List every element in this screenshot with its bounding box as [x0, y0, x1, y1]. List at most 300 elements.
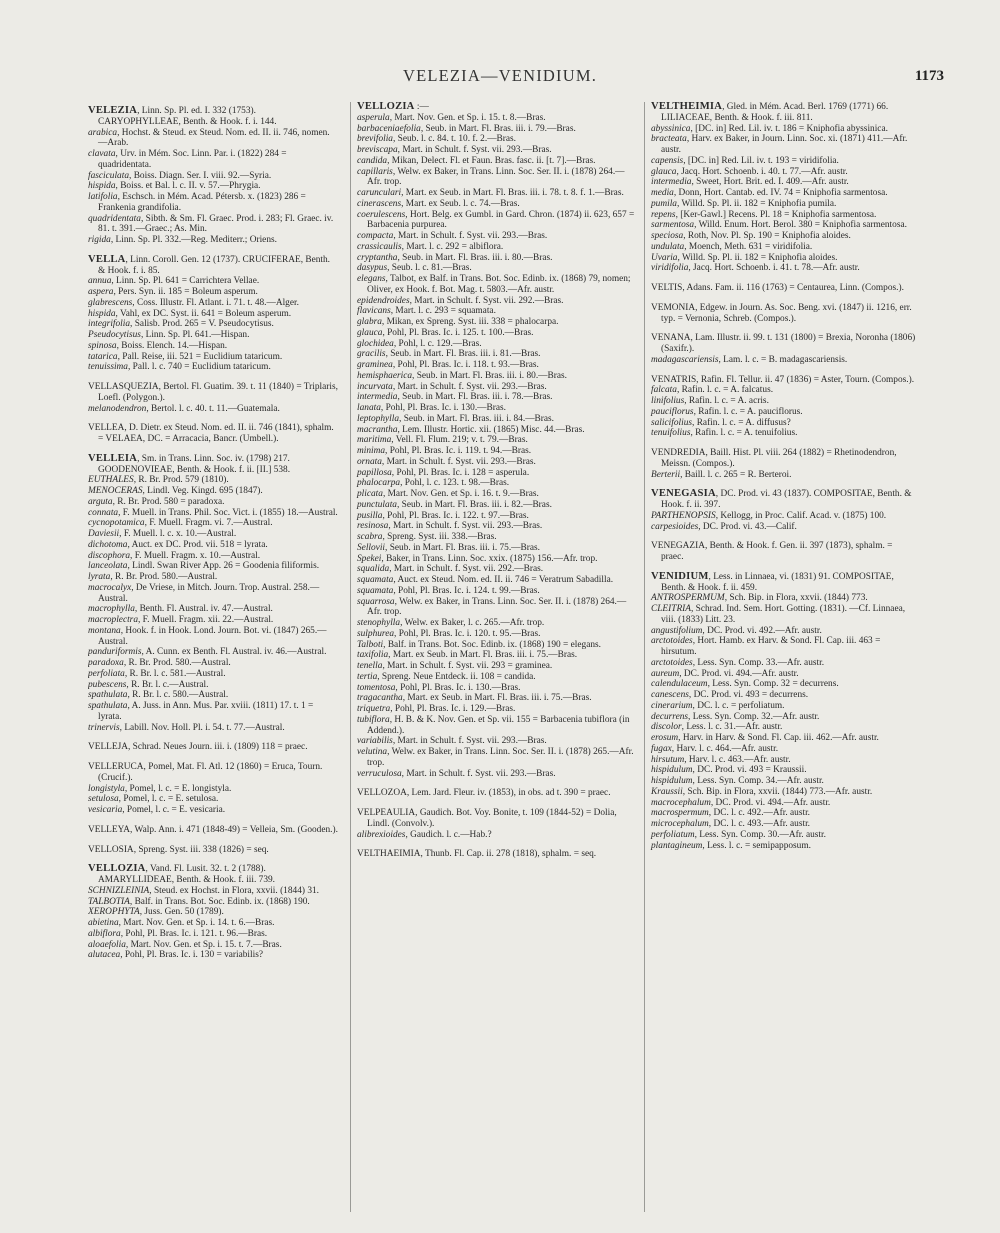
species-name: crassicaulis	[357, 241, 402, 252]
species-line	[357, 349, 635, 360]
genus-name: VENIDIUM	[651, 570, 709, 582]
cross-reference-entry	[357, 849, 635, 860]
species-name: intermedia	[651, 177, 692, 188]
species-name: pauciflorus	[651, 406, 694, 417]
species-name: pumila	[651, 198, 677, 209]
species-line	[357, 500, 635, 511]
species-citation: , Pall. Reise, iii. 521 = Euclidium tataricum.	[117, 351, 283, 362]
species-citation: , R. Br. Prod. 580 = paradoxa.	[112, 496, 225, 507]
species-line	[88, 669, 338, 680]
species-name: angustifolium	[651, 625, 703, 636]
species-line	[651, 722, 917, 733]
species-line	[651, 669, 917, 680]
cross-reference-entry	[651, 303, 917, 325]
species-name: stenophylla	[357, 618, 401, 628]
entry-heading	[357, 102, 635, 113]
species-citation: , Auct. ex Steud. Nom. ed. II. ii. 746 = Veratrum Sabadilla.	[393, 575, 614, 585]
species-name: barbaceniaefolia	[357, 123, 421, 134]
entry-citation: , Linn. Sp. Pl. ed. I. 332 (1753). CARYOPHYLLEAE, Benth. & Hook. f. i. 144.	[98, 106, 277, 127]
genus-entry	[651, 572, 917, 852]
genus-name: VENEGAZIA	[651, 541, 705, 552]
species-line	[88, 276, 338, 287]
entry-heading	[88, 423, 338, 445]
species-name: Berterii	[651, 469, 681, 480]
species-name: pusilla	[357, 510, 383, 521]
column-2	[350, 102, 635, 1212]
genus-entry	[651, 102, 917, 274]
species-citation: , Rafin. l. c. = A. diffusus?	[692, 417, 791, 428]
entry-citation: , Baill. Hist. Pl. viii. 264 (1882) = Rhetinodendron, Meissn. (Compos.).	[661, 448, 897, 469]
species-line	[651, 658, 917, 669]
species-line	[357, 640, 635, 651]
species-citation: , DC. Prod. vi. 493 = decurrens.	[688, 690, 809, 700]
species-name: pubescens	[88, 679, 127, 690]
cross-reference-entry	[88, 825, 338, 836]
species-citation: , Auct. ex DC. Prod. vii. 518 = lyrata.	[127, 539, 268, 550]
species-citation: , Pall. l. c. 740 = Euclidium tataricum.	[127, 362, 271, 373]
species-name: erosum	[651, 733, 679, 743]
genus-name: VENDREDIA	[651, 448, 706, 458]
species-line	[651, 134, 917, 156]
cross-reference-entry	[357, 808, 635, 840]
species-name: maritima	[357, 435, 392, 446]
species-line	[88, 486, 338, 497]
species-name: connata	[88, 507, 119, 518]
species-line	[357, 392, 635, 403]
species-name: MENOCERAS	[88, 486, 143, 496]
species-citation: , Mart. ex Seub. in Mart. Fl. Bras. iii. i. 75.—Bras.	[388, 650, 578, 661]
genus-name: VELLEYA	[88, 824, 131, 835]
genus-entry	[88, 106, 338, 246]
species-line	[357, 371, 635, 382]
species-line	[357, 339, 635, 350]
genus-entry	[357, 102, 635, 779]
species-line	[357, 693, 635, 704]
entry-citation: , Schrad. Neues Journ. iii. i. (1809) 118 = praec.	[127, 742, 308, 753]
species-citation: , H. B. & K. Nov. Gen. et Sp. vii. 155 = Barbacenia tubiflora (in Addend.).	[367, 714, 630, 736]
entry-citation: , Gaudich. Bot. Voy. Bonite, t. 109 (1844-52) = Dolia, Lindl. (Convolv.).	[367, 808, 617, 829]
species-citation: , Pohl, Pl. Bras. Ic. i. 129.—Bras.	[390, 704, 516, 714]
species-name: alutacea	[88, 950, 121, 961]
species-citation: , Seub. l. c. 84. t. 10. f. 2.—Bras.	[392, 134, 516, 145]
species-citation: , Seub. in Mart. Fl. Bras. iii. i. 80.—Bras.	[397, 252, 553, 263]
species-name: carunculari	[357, 188, 402, 198]
species-citation: , Schrad. Ind. Sem. Hort. Gotting. (1831). —Cf. Linnaea, viii. (1833) Litt. 23.	[661, 604, 906, 625]
species-line	[357, 317, 635, 328]
species-citation: , Sweet, Hort. Brit. ed. I. 409.—Afr. austr.	[691, 177, 849, 188]
species-line	[88, 918, 338, 929]
genus-name: VELLOSIA	[88, 844, 134, 855]
species-name: annua	[88, 276, 112, 287]
genus-name: VELLOZOA	[357, 788, 407, 799]
species-name: candida	[357, 155, 388, 166]
species-citation: , Pohl, Pl. Bras. Ic. i. 130.—Bras.	[380, 403, 506, 413]
species-citation: , R. Br. l. c. 581.—Austral.	[124, 668, 226, 679]
species-citation: , Mart. ex Seub. l. c. 74.—Bras.	[401, 198, 520, 209]
species-line	[651, 787, 917, 798]
species-name: setulosa	[88, 794, 119, 805]
species-citation: , Sch. Bip. in Flora, xxvii. (1844) 773.—Afr. austr.	[682, 786, 873, 797]
species-name: coerulescens	[357, 209, 406, 220]
species-line	[651, 636, 917, 658]
species-line	[88, 604, 338, 615]
species-line	[88, 309, 338, 320]
species-line	[357, 263, 635, 274]
species-line	[88, 583, 338, 605]
species-line	[651, 177, 917, 188]
species-name: phalocarpa	[357, 478, 401, 489]
species-citation: , Less. Syn. Comp. 33.—Afr. austr.	[692, 657, 825, 668]
species-line	[651, 428, 917, 439]
species-name: cinerascens	[357, 198, 402, 209]
species-name: tenuissima	[88, 362, 128, 373]
species-citation: , DC. l. c. 492.—Afr. austr.	[708, 808, 811, 819]
species-line	[651, 604, 917, 626]
species-line	[357, 457, 635, 468]
species-citation: , [Ker-Gawl.] Recens. Pl. 18 = Kniphofia sarmentosa.	[675, 209, 877, 220]
species-name: hispida	[88, 181, 116, 192]
species-line	[88, 287, 338, 298]
species-name: squamata	[357, 575, 394, 585]
species-name: calendulaceum	[651, 679, 708, 690]
species-line	[88, 658, 338, 669]
species-citation: , Seub. in Mart. Fl. Bras. iii. i. 81.—Bras.	[385, 349, 541, 360]
species-name: microcephalum	[651, 819, 709, 829]
species-citation: , DC. Prod. vi. 43.—Calif.	[698, 521, 797, 532]
entry-citation: , DC. Prod. vi. 43 (1837). COMPOSITAE, Benth. & Hook. f. ii. 397.	[661, 489, 912, 510]
species-citation: , Baill. l. c. 265 = R. Berteroi.	[680, 469, 792, 480]
species-name: capensis	[651, 155, 684, 166]
species-citation: , Less. Syn. Comp. 34.—Afr. austr.	[692, 776, 824, 786]
species-citation: , Harv. in Harv. & Sond. Fl. Cap. iii. 462.—Afr. austr.	[678, 733, 879, 743]
species-citation: , F. Muell. l. c. x. 10.—Austral.	[119, 529, 237, 539]
species-line	[357, 489, 635, 500]
species-citation: , R. Br. Prod. 580.—Austral.	[110, 572, 218, 582]
species-name: carpesioides	[651, 521, 699, 532]
genus-name: VELLASQUEZIA	[88, 382, 159, 392]
species-citation: , Pohl, Pl. Bras. Ic. i. 122. t. 97.—Bras.	[382, 510, 529, 521]
species-name: tubiflora	[357, 714, 390, 725]
species-citation: , Roth, Nov. Pl. Sp. 190 = Kniphofia aloides.	[683, 231, 851, 241]
species-citation: , Mart. in Schult. f. Syst. vii. 293.—Bras.	[393, 231, 548, 241]
species-citation: , Steud. ex Hochst. in Flora, xxvii. (1844) 31.	[149, 885, 319, 896]
species-name: XEROPHYTA	[88, 907, 140, 918]
species-citation: , Pers. Syn. ii. 185 = Boleum asperum.	[113, 287, 258, 297]
species-line	[88, 929, 338, 940]
species-name: aureum	[651, 668, 680, 679]
species-line	[88, 192, 338, 214]
species-citation: , F. Muell. Fragm. x. 10.—Austral.	[130, 550, 261, 561]
genus-name: VELEZIA	[88, 106, 138, 116]
species-citation: , Boiss. Diagn. Ser. I. viii. 92.—Syria.	[129, 170, 272, 181]
genus-name: VELLOZIA	[357, 102, 415, 112]
species-name: salicifolius	[651, 417, 693, 428]
species-name: trinervis	[88, 722, 120, 733]
genus-entry	[651, 489, 917, 532]
species-name: spathulata	[88, 701, 128, 711]
species-name: decurrens	[651, 711, 689, 722]
species-citation: , Mikan, Delect. Fl. et Faun. Bras. fasc. ii. [t. 7].—Bras.	[387, 155, 596, 166]
species-name: aspera	[88, 287, 114, 297]
species-line	[88, 404, 338, 415]
species-line	[357, 830, 635, 841]
species-name: breviscapa	[357, 145, 398, 155]
species-name: PARTHENOPSIS	[651, 510, 716, 521]
species-name: scabra	[357, 532, 383, 542]
species-line	[357, 683, 635, 694]
species-name: epidendroides	[357, 295, 410, 306]
species-citation: , Labill. Nov. Holl. Pl. i. 54. t. 77.—Austral.	[119, 722, 285, 733]
species-citation: , Sch. Bip. in Flora, xxvii. (1844) 773.	[724, 593, 868, 604]
species-line	[651, 626, 917, 637]
species-citation: , Mart. ex Seub. in Mart. Fl. Bras. iii. i. 75.—Bras.	[402, 693, 592, 704]
species-citation: , Pohl, Pl. Bras. Ic. i. 121. t. 96.—Bras.	[120, 928, 268, 939]
species-name: repens	[651, 209, 676, 220]
species-name: gracilis	[357, 349, 386, 360]
species-line	[88, 149, 338, 171]
species-citation: , Welw. ex Baker, l. c. 265.—Afr. trop.	[400, 618, 545, 628]
species-citation: , Spreng. Syst. iii. 338.—Bras.	[382, 532, 497, 542]
species-citation: , Juss. Gen. 50 (1789).	[139, 907, 224, 918]
species-citation: , Mart. in Schult. f. Syst. vii. 293.—Bras.	[397, 145, 552, 155]
species-name: arctotoides	[651, 657, 693, 668]
entry-citation: , Lem. Jard. Fleur. iv. (1853), in obs. ad t. 390 = praec.	[406, 788, 611, 799]
species-name: velutina	[357, 747, 388, 757]
species-line	[357, 253, 635, 264]
species-name: latifolia	[88, 192, 118, 202]
entry-heading	[357, 788, 635, 799]
entry-heading	[88, 382, 338, 404]
species-citation: , Seub. in Mart. Fl. Bras. iii. i. 79.—Bras.	[420, 123, 576, 134]
entry-heading	[651, 541, 917, 563]
species-line	[88, 794, 338, 805]
entry-heading	[651, 303, 917, 325]
species-citation: , Donn, Hort. Cantab. ed. IV. 74 = Kniphofia sarmentosa.	[673, 188, 888, 198]
species-citation: , Seub. in Mart. Fl. Bras. iii. i. 80.—Bras.	[412, 370, 567, 381]
genus-name: VELTHEIMIA	[651, 102, 723, 112]
species-name: abyssinica	[651, 123, 691, 134]
species-name: compacta	[357, 231, 394, 241]
species-citation: , Talbot, ex Balf. in Trans. Bot. Soc. Edinb. ix. (1868) 79, nomen; Oliver, ex Hook. f. Bot. Mag. t. 5803.—Afr. austr.	[367, 274, 631, 295]
species-citation: , Rafin. l. c. = A. pauciflorus.	[693, 406, 803, 417]
species-name: minima	[357, 446, 386, 456]
species-citation: , Jacq. Hort. Schoenb. i. 40. t. 77.—Afr. austr.	[676, 166, 848, 177]
species-line	[651, 407, 917, 418]
species-name: glabra	[357, 317, 382, 327]
species-line	[88, 784, 338, 795]
entry-citation: , Gled. in Mém. Acad. Berl. 1769 (1771) 66. LILIACEAE, Benth. & Hook. f. iii. 811.	[661, 102, 889, 123]
entry-citation: , Bertol. Fl. Guatim. 39. t. 11 (1840) = Triplaris, Loefl. (Polygon.).	[98, 382, 338, 403]
entry-heading	[88, 825, 338, 836]
genus-name: VEMONIA	[651, 302, 696, 313]
species-line	[357, 134, 635, 145]
cross-reference-entry	[651, 333, 917, 365]
species-citation: , Mart. l. c. 292 = albiflora.	[401, 241, 504, 252]
entry-citation: , Lam. Illustr. ii. 99. t. 131 (1800) = Brexia, Noronha (1806) (Saxifr.).	[661, 333, 916, 354]
species-line	[651, 188, 917, 199]
species-name: quadridentata	[88, 213, 141, 224]
species-citation: , R. Br. Prod. 580.—Austral.	[123, 658, 231, 668]
species-line	[88, 680, 338, 691]
species-citation: , Balf. in Trans. Bot. Soc. Edinb. ix. (1868) 190.	[129, 896, 310, 907]
species-line	[357, 715, 635, 737]
species-name: glauca	[651, 166, 677, 177]
species-name: tertia	[357, 671, 378, 682]
species-line	[357, 306, 635, 317]
species-name: montana	[88, 625, 121, 636]
species-name: dichotoma	[88, 539, 128, 550]
species-line	[651, 776, 917, 787]
species-line	[88, 497, 338, 508]
species-line	[88, 561, 338, 572]
species-line	[357, 403, 635, 414]
species-citation: , Seub. in Mart. Fl. Bras. iii. i. 82.—Bras.	[396, 499, 552, 510]
species-name: fasciculata	[88, 170, 130, 181]
species-citation: , Spreng. Neue Entdeck. ii. 108 = candida.	[377, 671, 536, 682]
species-line	[651, 470, 917, 481]
species-line	[651, 830, 917, 841]
species-line	[651, 124, 917, 135]
page-header	[0, 66, 1000, 90]
species-name: flavicans	[357, 306, 391, 317]
entry-heading	[88, 762, 338, 784]
species-name: vesicaria	[88, 805, 123, 815]
species-line	[88, 529, 338, 540]
species-name: hispida	[88, 308, 116, 319]
species-line	[651, 593, 917, 604]
species-citation: , Seub. in Mart. Fl. Bras. iii. i. 75.—Bras.	[385, 542, 540, 553]
species-line	[357, 446, 635, 457]
entry-heading	[651, 283, 917, 294]
species-line	[88, 907, 338, 918]
column-1	[88, 106, 338, 1216]
species-citation: , [DC. in] Red. Lil. iv. t. 193 = viridifolia.	[683, 155, 839, 166]
species-citation: , Pohl, Pl. Bras. Ic. i. 128 = asperula.	[391, 467, 530, 478]
species-citation: , Harv. l. c. 463.—Afr. austr.	[684, 754, 791, 765]
entry-heading	[88, 255, 338, 277]
species-name: variabilis	[357, 736, 393, 747]
species-name: glauca	[357, 327, 383, 338]
species-citation: , F. Muell. in Trans. Phil. Soc. Vict. i. (1855) 18.—Austral.	[118, 507, 338, 518]
species-line	[88, 352, 338, 363]
species-name: arctotoides	[651, 636, 693, 647]
species-line	[357, 661, 635, 672]
species-citation: , DC. l. c. = perfoliatum.	[692, 700, 785, 711]
species-line	[651, 220, 917, 231]
species-citation: , Moench, Meth. 631 = viridifolia.	[684, 241, 813, 252]
cross-reference-entry	[88, 762, 338, 816]
species-citation: , DC. Prod. vi. 494.—Afr. austr.	[679, 668, 799, 679]
species-citation: , Pohl, Pl. Bras. Ic. i. 130 = variabilis?	[120, 950, 264, 961]
species-citation: , Hochst. & Steud. ex Steud. Nom. ed. II. ii. 746, nomen.—Arab.	[98, 127, 330, 149]
species-citation: , Lindl. Veg. Kingd. 695 (1847).	[142, 486, 263, 496]
species-line	[357, 242, 635, 253]
entry-heading	[651, 572, 917, 594]
species-name: tomentosa	[357, 682, 396, 693]
species-citation: , Less. l. c. = semipapposum.	[702, 840, 811, 851]
entry-citation: , Thunb. Fl. Cap. ii. 278 (1818), sphalm. = seq.	[420, 849, 597, 860]
species-citation: , Balf. in Trans. Bot. Soc. Edinb. ix. (1868) 190 = elegans.	[383, 639, 601, 650]
species-line	[651, 167, 917, 178]
species-citation: , Harv. l. c. 464.—Afr. austr.	[671, 743, 779, 754]
species-line	[88, 362, 338, 373]
species-line	[651, 199, 917, 210]
species-name: hemisphaerica	[357, 370, 413, 381]
species-citation: , Less. Syn. Comp. 32.—Afr. austr.	[688, 711, 820, 722]
species-line	[88, 171, 338, 182]
species-citation: , Willd. Sp. Pl. ii. 182 = Kniphofia aloides.	[677, 252, 838, 263]
species-line	[357, 650, 635, 661]
species-line	[357, 274, 635, 296]
species-citation: , Vell. Fl. Flum. 219; v. t. 79.—Bras.	[391, 435, 528, 446]
genus-name: VENEGASIA	[651, 488, 716, 500]
species-citation: , R. Br. l. c.—Austral.	[126, 679, 209, 690]
entry-citation: , Sm. in Trans. Linn. Soc. iv. (1798) 217. GOODENOVIEAE, Benth. & Hook. f. ii. [II.] 538.	[98, 453, 291, 475]
species-name: lanceolata	[88, 561, 128, 572]
entry-heading	[651, 375, 917, 386]
entry-citation: , Rafin. Fl. Tellur. ii. 47 (1836) = Aster, Tourn. (Compos.).	[696, 374, 915, 385]
species-line	[88, 214, 338, 236]
species-line	[357, 468, 635, 479]
species-name: triquetra	[357, 704, 391, 714]
species-citation: , Baker, in Trans. Linn. Soc. xxix. (1875) 156.—Afr. trop.	[381, 553, 598, 564]
entry-heading	[651, 448, 917, 470]
species-citation: , Gaudich. l. c.—Hab.?	[405, 829, 492, 840]
species-name: discolor	[651, 722, 682, 733]
species-citation: , Rafin. l. c. = A. falcatus.	[676, 385, 774, 396]
species-citation: , Pomel, l. c. = E. longistyla.	[124, 783, 232, 794]
genus-name: VELPEAULIA	[357, 808, 416, 818]
species-name: longistyla	[88, 783, 125, 794]
species-name: madagascariensis	[651, 354, 719, 365]
entry-heading	[88, 742, 338, 753]
species-line	[88, 475, 338, 486]
species-citation: , Pohl, Pl. Bras. Ic. i. 119. t. 94.—Bras.	[385, 446, 532, 456]
species-name: cinerarium	[651, 700, 693, 711]
species-line	[357, 736, 635, 747]
text-columns	[88, 102, 916, 1216]
species-citation: , Mart. l. c. 293 = squamata.	[390, 306, 496, 317]
species-name: papillosa	[357, 467, 392, 478]
species-citation: , DC. l. c. 493.—Afr. austr.	[708, 819, 810, 829]
species-line	[651, 355, 917, 366]
species-line	[651, 765, 917, 776]
species-line	[357, 564, 635, 575]
species-citation: , Mart. in Schult. f. Syst. vii. 293.—Bras.	[388, 521, 543, 532]
species-name: macrocephalum	[651, 797, 711, 808]
species-line	[651, 744, 917, 755]
species-citation: , Less. Syn. Comp. 32 = decurrens.	[707, 679, 839, 690]
species-name: lyrata	[88, 572, 111, 582]
species-citation: , Mart. Nov. Gen. et Sp. i. 14. t. 6.—Bras.	[118, 918, 275, 928]
species-citation: , Boiss. Elench. 14.—Hispan.	[116, 340, 228, 351]
species-line	[88, 235, 338, 246]
species-name: intermedia	[357, 392, 398, 403]
species-name: leptophylla	[357, 413, 400, 424]
entry-heading	[357, 849, 635, 860]
species-citation: , Hort. Hamb. ex Harv. & Sond. Fl. Cap. iii. 463 = hirsutum.	[661, 636, 881, 657]
species-line	[651, 808, 917, 819]
entry-citation: , Spreng. Syst. iii. 338 (1826) = seq.	[133, 844, 269, 855]
genus-name: VELLEJA	[88, 742, 128, 753]
species-citation: , Pohl, l. c. 129.—Bras.	[393, 338, 482, 349]
species-citation: , Mart. in Schult. f. Syst. vii. 293.—Bras.	[401, 768, 556, 779]
species-name: Pseudocytisus	[88, 330, 141, 340]
species-citation: , Mart. Nov. Gen. et Sp. i. 15. t. 8.—Bras.	[389, 112, 546, 123]
species-name: integrifolia	[88, 319, 131, 330]
species-name: Uvaria	[651, 252, 678, 263]
species-line	[357, 704, 635, 715]
